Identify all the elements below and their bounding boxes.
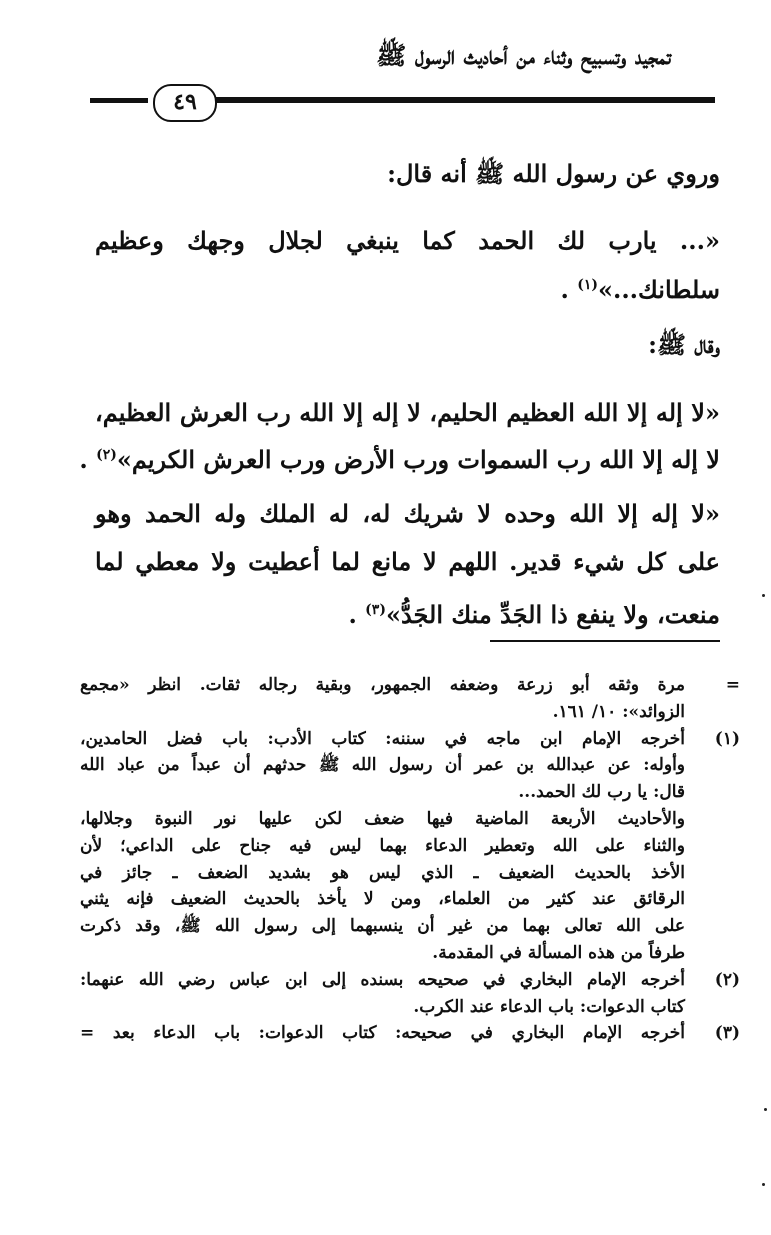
footnote-ref-2: (٢) xyxy=(96,447,117,463)
footnote-line: أخرجه الإمام البخاري في صحيحه بسنده إلى ابن عباس رضي الله عنهما: xyxy=(80,969,685,990)
footnote-line: وأوله: عن عبدالله بن عمر أن رسول الله ﷺ حدثهم أن عبداً من عباد الله xyxy=(80,755,685,776)
paragraph-2-line-1: «... يارب لك الحمد كما ينبغي لجلال وجهك وعظيم xyxy=(95,226,720,255)
paragraph-3 xyxy=(95,325,720,365)
footnote-marker: (٣) xyxy=(714,1023,740,1044)
footnote-line: الزوائد»: ١٠/ ١٦١. xyxy=(552,701,685,722)
paragraph-2-line-2-text: سلطانك...» xyxy=(597,275,720,304)
paragraph-4-line-1: «لا إله إلا الله العظيم الحليم، لا إله إلا الله رب العرش العظيم، xyxy=(95,398,720,427)
footnote-separator xyxy=(490,640,720,642)
paragraph-5-line-3-text: منعت، ولا ينفع ذا الجَدِّ منك الجَدُّ» xyxy=(385,600,720,629)
paragraph-5-line-1: «لا إله إلا الله وحده لا شريك له، له الملك وله الحمد وهو xyxy=(95,499,720,528)
paragraph-3-line: وقال ﷺ: xyxy=(648,330,720,359)
footnote-line: الأخذ بالحديث الضعيف ـ الذي ليس هو بشديد الضعف ـ جائز في xyxy=(80,862,685,883)
footnote-line: قال: يا رب لك الحمد... xyxy=(518,782,685,803)
footnote-marker: (١) xyxy=(714,728,740,749)
footnote-line: والثناء على الله وتعطير الدعاء بهما ليس فيه جناح على الداعي؛ لأن xyxy=(80,835,685,856)
footnote-ref-3: (٣) xyxy=(365,602,386,618)
paragraph-5-line-3: منعت، ولا ينفع ذا الجَدِّ منك الجَدُّ»$^{(٣)}$ . xyxy=(348,600,720,629)
header-rule-left xyxy=(90,98,148,103)
scan-speck xyxy=(762,1183,765,1186)
footnote-marker: (٢) xyxy=(714,969,740,990)
footnote-line: أخرجه الإمام ابن ماجه في سننه: كتاب الأدب: باب فضل الحامدين، xyxy=(80,728,685,749)
page-number: ٤٩ xyxy=(153,84,217,122)
paragraph-4-line-2-text: لا إله إلا الله رب السموات ورب الأرض ورب العرش الكريم» xyxy=(116,445,720,474)
footnote-2 xyxy=(80,967,740,1021)
scan-speck xyxy=(764,1108,767,1111)
paragraph-1-line: وروي عن رسول الله ﷺ أنه قال: xyxy=(387,159,720,188)
footnote-line: والأحاديث الأربعة الماضية فيها ضعف لكن عليها نور النبوة وجلالها، xyxy=(80,808,685,829)
header-rule-right xyxy=(215,97,715,103)
footnote-line: على الله تعالى بهما من غير أن ينسبهما إلى رسول الله ﷺ، وقد ذكرت xyxy=(80,916,685,937)
paragraph-4 xyxy=(79,392,720,481)
scan-speck xyxy=(762,594,765,597)
footnote-line: مرة وثقه أبو زرعة وضعفه الجمهور، وبقية رجاله ثقات. انظر «مجمع xyxy=(80,675,685,695)
footnote-line: الرقائق عند كثير من العلماء، ومن لا يأخذ بالحديث الضعيف فإنه يثني xyxy=(80,889,685,910)
paragraph-2 xyxy=(95,218,720,312)
paragraph-2-line-2: سلطانك...»$^{(١)}$ . xyxy=(560,275,720,304)
footnote-3 xyxy=(80,1020,740,1047)
footnote-line: أخرجه الإمام البخاري في صحيحه: كتاب الدعوات: باب الدعاء بعد = xyxy=(80,1023,685,1044)
paragraph-5 xyxy=(95,490,720,639)
paragraph-1 xyxy=(95,154,720,194)
paragraph-5-line-2: على كل شيء قدير. اللهم لا مانع لما أعطيت ولا معطي لما xyxy=(95,547,720,576)
footnote-1 xyxy=(80,726,740,967)
footnote-ref-1: (١) xyxy=(577,277,598,293)
footnote-line: طرفاً من هذه المسألة في المقدمة. xyxy=(432,942,685,963)
footnote-continuation xyxy=(80,672,740,726)
footnote-marker: = xyxy=(725,675,740,695)
paragraph-4-line-2: لا إله إلا الله رب السموات ورب الأرض ورب العرش الكريم»$^{(٢)}$ . xyxy=(79,445,720,474)
footnote-line: كتاب الدعوات: باب الدعاء عند الكرب. xyxy=(413,996,685,1017)
footnotes xyxy=(80,672,740,1047)
running-title: تمجيد وتسبيح وثناء من أحاديث الرسول ﷺ xyxy=(376,41,671,70)
